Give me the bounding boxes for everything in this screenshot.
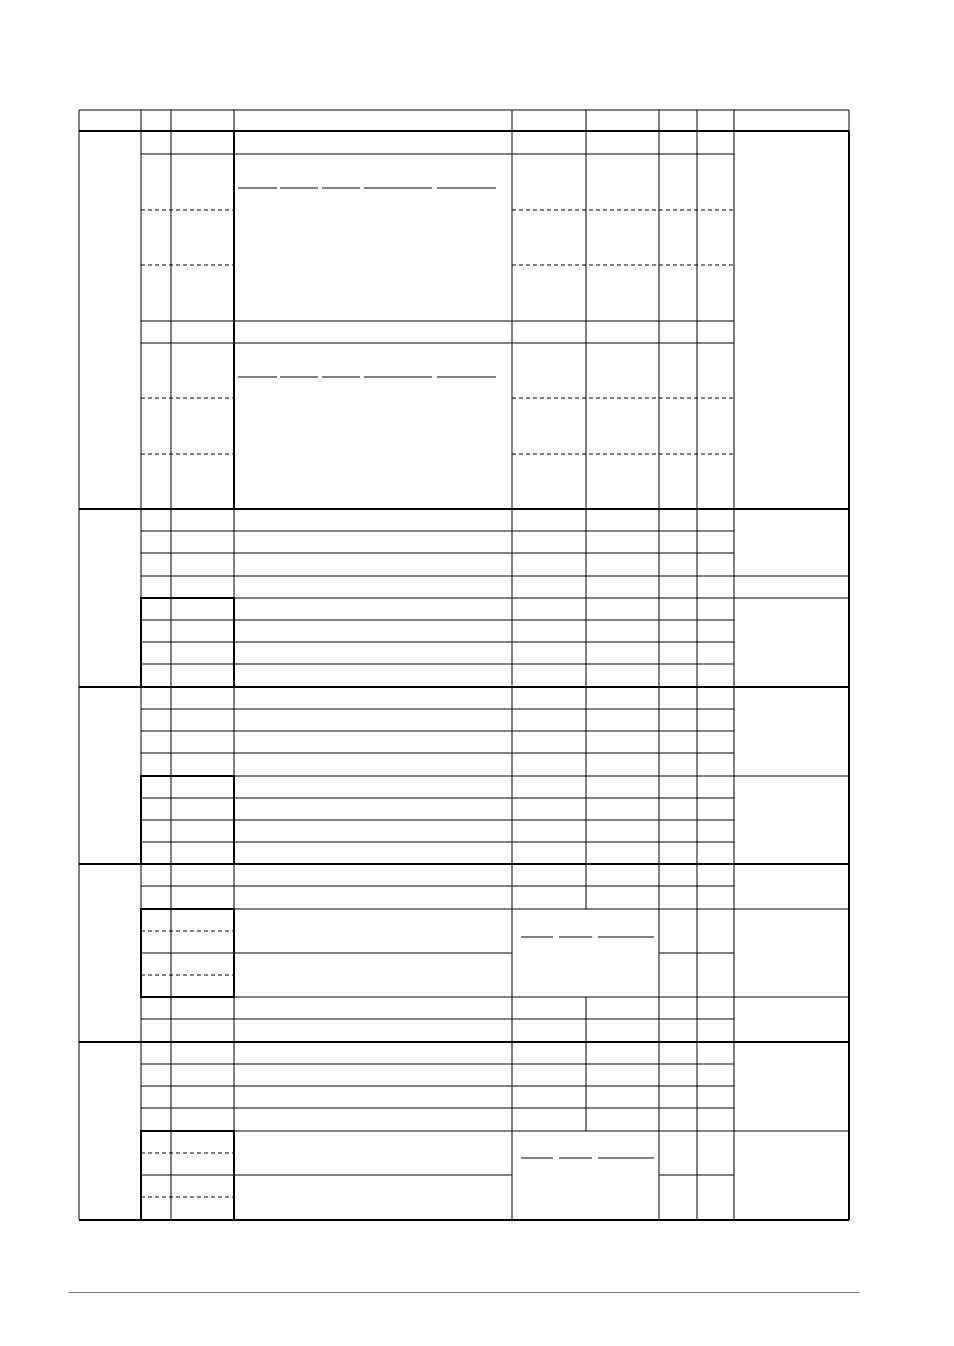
footer-rule — [68, 1292, 860, 1293]
dashed-grid-lines — [141, 210, 734, 1197]
thin-grid-lines — [79, 110, 849, 1220]
underline-fields — [238, 188, 654, 1158]
